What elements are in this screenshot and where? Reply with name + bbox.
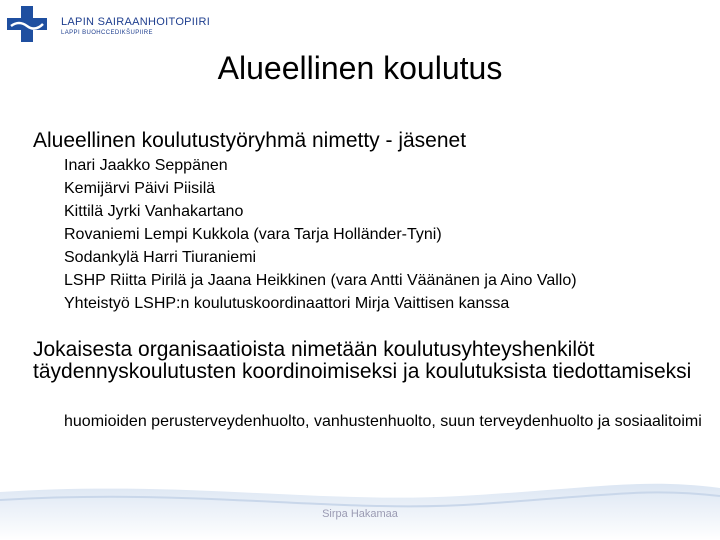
logo-subtitle: LAPPI BUOHCCEDIKŠUPIIRE <box>61 30 153 36</box>
organization-logo <box>5 4 215 44</box>
contact-persons-detail: huomioiden perusterveydenhuolto, vanhustenhuolto, suun terveydenhuolto ja sosiaalitoimi <box>64 413 702 430</box>
member-list <box>64 154 577 315</box>
contact-persons-heading: Jokaisesta organisaatioista nimetään koulutusyhteyshenkilöt täydennyskoulutusten koordinoimiseksi ja koulutuksista tiedottamiseksi <box>33 338 692 383</box>
working-group-heading: Alueellinen koulutustyöryhmä nimetty - jäsenet <box>33 129 467 152</box>
footer-author: Sirpa Hakamaa <box>322 508 398 520</box>
logo-title: LAPIN SAIRAANHOITOPIIRI <box>61 16 211 28</box>
member-item: LSHP Riitta Pirilä ja Jaana Heikkinen (vara Antti Väänänen ja Aino Vallo) <box>64 272 577 289</box>
member-item: Inari Jaakko Seppänen <box>64 157 228 174</box>
member-item: Yhteistyö LSHP:n koulutuskoordinaattori Mirja Vaittisen kanssa <box>64 295 510 312</box>
member-item: Rovaniemi Lempi Kukkola (vara Tarja Holländer-Tyni) <box>64 226 442 243</box>
member-item: Kemijärvi Päivi Piisilä <box>64 180 216 197</box>
member-item: Sodankylä Harri Tiuraniemi <box>64 249 257 266</box>
slide-title: Alueellinen koulutus <box>217 50 503 86</box>
footer-wave-decoration <box>0 470 720 540</box>
member-item: Kittilä Jyrki Vanhakartano <box>64 203 244 220</box>
medical-cross-icon <box>5 4 49 44</box>
